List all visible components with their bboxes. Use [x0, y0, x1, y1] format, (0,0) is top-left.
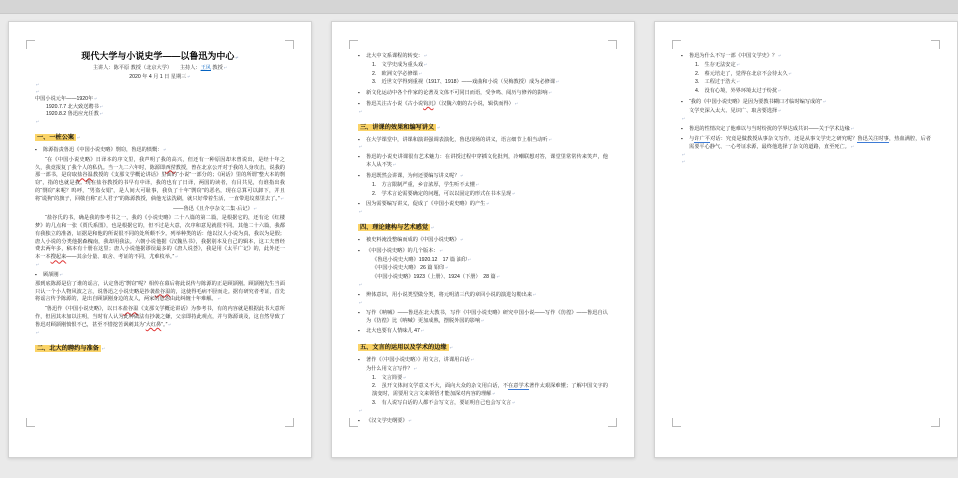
numbered-item: 2. 蔡元培走了，觉得在北京不会待太久 ↵	[681, 71, 931, 79]
numbered-item: 2. 虽开文体间文学意义不大，面向大众的杂文用白话，不在意学术著作太艰深难懂；了解中国文字的演变时，需要用文言文来领悟才能加深对内容的理解 ↵	[358, 383, 608, 399]
bullet-gouchen: ▪ 鲁迅关注古小说《古小说钩沉》（汉魏六朝的古小说，辑佚而得） ↵	[358, 101, 608, 109]
bullet-typology: ▪ 辨体意识，用小说类型做分类，将元明清三代的章回小说的演进勾勒出来 ↵	[358, 292, 608, 300]
numbered-item: 1. 生存无法安定 ↵	[681, 62, 931, 70]
margin-corner-icon	[608, 40, 617, 49]
numbered-item: 3. 有人说写白话的人都不会写文言，要证明自己也会写文言 ↵	[358, 400, 608, 408]
bullet-writing-path: ▪ 写作《呐喊》——鲁迅在北大教书，写作《中国小说史略》研究中国小说——写作《彷徨》——鲁迅自认为《彷徨》比《呐喊》更加成熟，摆脱外国的影响 ↵	[358, 310, 608, 326]
empty-paragraph	[358, 209, 608, 216]
margin-corner-icon	[931, 418, 940, 427]
empty-paragraph	[358, 144, 608, 151]
version-item: 《中国小说史略》1923（上册）、1924（下册） 28 篇 ↵	[358, 274, 608, 282]
bullet-versions: ▪ 《中国小说史略》的几个版本： ↵	[358, 248, 608, 256]
document-title: 现代大学与小说史学——以鲁迅为中心 ↵	[35, 50, 285, 62]
era-line: 中国小说元年——1920年 ↵	[35, 96, 285, 104]
bullet-renqing: ▪ 北大也要有人情味儿 47 ↵	[358, 328, 608, 336]
margin-corner-icon	[931, 40, 940, 49]
sub-note: 文学史深入太大、见识广、取舍要选择 ↵	[681, 108, 931, 116]
empty-paragraph	[358, 109, 608, 116]
empty-paragraph	[358, 408, 608, 415]
quote-attribution: ——鲁迅《且介亭杂文二集·后记》 ↵	[35, 206, 285, 214]
luxun-quote-2: “盐谷氏的书，确是我的参考书之一，我的《小说史略》二十八篇的第二篇，是根据它的，还有论《红楼梦》的几点和一张《贾氏系图》，也是根据它的，但不过是大意，次序和意见就很不同。其他二十六篇，我都有我独立的准备，证据是和他的所说很不同的处所颇不少。列举种类的话：他以汉人小说为真，我以为是假；唐人小说的分类他据森槐南，我却用我法。六朝小说他据《汉魏丛书》，我据别本及自己的辑本，这工夫曾经费去两年多，稿本有十册在这里；唐人小说他据谬误最多的《唐人说荟》，我是用《太平广记》的，此外还一本一本搜起来——其余分量、取舍、考证的不同，尤难枚举。” ↵	[35, 215, 285, 262]
byline-suffix: 教授	[210, 65, 223, 72]
numbered-item: 1. 文学史成为重头戏 ↵	[358, 62, 608, 70]
numbered-item: 2. 欧洲文学必修课 ↵	[358, 71, 608, 79]
window-top-strip	[0, 0, 958, 14]
bullet-material: ▪ 被史料淹没整编而成的《中国小说史略》 ↵	[358, 237, 608, 245]
bullet-lecture-charm: ▪ 鲁迅的小说史讲课很有艺术魅力：在讲授过程中穿插文化批判，冷嘲联想对答，课堂里常常传来笑声，他本人从不笑 ↵	[358, 154, 608, 170]
document-page-2	[331, 21, 635, 458]
era-item: 1920.7.7 北大致送聘书 ↵	[35, 104, 285, 112]
bullet-accusation: ▪ 陈源指责鲁迅《中国小说史略》剽窃，鲁迅的愤慨： ↵	[35, 147, 285, 155]
margin-corner-icon	[26, 418, 35, 427]
empty-paragraph	[358, 300, 608, 307]
empty-paragraph	[35, 82, 285, 89]
bullet-hanwen: ▪ 《汉文学史纲要》 ↵	[358, 418, 608, 426]
guchao-quote: “鲁迅作《中国小说史略》，以日本盐谷温《支那文学概论讲话》为参考书，有的内容就是根据此书大意所作，但因其未加以注明，当时有人认为此种做法有抄袭之嫌，父亲即持此观点，并与陈源谈及，这自然导致了鲁迅对顾颉刚愤恨不已，甚至不惜挖苦讽刺其为“大红鼻”。” ↵	[35, 306, 285, 329]
empty-paragraph	[35, 262, 285, 269]
bullet-temperament: ▪ 鲁迅的性情决定了他难以与当时纷扰的学界达成共识——关于学术边缘 ↵	[681, 126, 931, 134]
bullet-classical-chinese: ▪ 著作《〈中国小说史略〉》用文言，讲课用白话 ↵	[358, 357, 608, 365]
margin-corner-icon	[672, 40, 681, 49]
margin-corner-icon	[26, 40, 35, 49]
bullet-lecture-style: ▪ 在大学课堂中，讲课和演讲强调表演化，鲁迅现场的讲义，语言细节上相当动听 ↵	[358, 137, 608, 145]
numbered-item: 1. 方言限制严重，乡音浓厚，学生听不太懂 ↵	[358, 182, 608, 190]
margin-corner-icon	[285, 40, 294, 49]
date-line: 2020 年 4 月 1 日 星期三 ↵	[35, 74, 285, 82]
byline-prefix: 主讲人：陈平原 教授（北京大学） 主持人：	[92, 65, 201, 72]
section-heading-4: 四、理论建构与艺术感觉 ↵	[358, 223, 608, 233]
numbered-item: 3. 工程过于浩大 ↵	[681, 79, 931, 87]
numbered-item: 3. 近世文学得到重视（1917、1918）——戏曲和小说（吴梅教授）成为必修课 ↵	[358, 79, 608, 87]
empty-paragraph	[35, 330, 285, 337]
bullet-gujiegang: ▪ 顾颉刚 ↵	[35, 272, 285, 280]
document-page-1	[8, 21, 312, 458]
version-item: 《鲁迅小说史大略》1920.12 17 篇 油印 ↵	[358, 257, 608, 265]
empty-paragraph	[35, 89, 285, 96]
byline	[35, 65, 285, 73]
era-item: 1920.8.2 鲁迅应允任教 ↵	[35, 111, 285, 119]
numbered-item: 4. 没有心境，外界环境太过于纷扰 ↵	[681, 88, 931, 96]
section-heading-5: 五、文言的运用以及学术的边缘 ↵	[358, 343, 608, 353]
page3-content	[681, 50, 931, 417]
empty-paragraph	[35, 119, 285, 126]
bullet-dialog-xuguangping: ▪ 与许广平对话：究竟是做教授从事杂文写作，还是从事文学史之研究呢？鲁迅关注时事，热血满腔，后者需要平心静气、一心考证求源，最终他选择了杂文的道路，直至死亡。 ↵	[681, 136, 931, 152]
empty-paragraph	[681, 152, 931, 159]
bullet-why-notes: ▪ 鲁迅既然会讲课，为何还要编写讲义呢？ ↵	[358, 173, 608, 181]
empty-paragraph	[358, 282, 608, 289]
margin-corner-icon	[672, 418, 681, 427]
gujiegang-paragraph: 那到底陈源是信了谁的谣言，认定鲁迅“剽窃”呢？相传在幕后将此说传与陈源的正是顾颉刚。顾颉刚先生当面只认一个小人物风波之言，说鲁迅之小说史略是抄袭盐谷温的，这使得毛病不胫而走。据有研究者考证，首先将谣言传予陈源的，是出自顾颉刚身边的友人，两家的恩怨由此纠缠十年难解。 ↵	[35, 281, 285, 304]
numbered-item: 1. 文言简要 ↵	[358, 375, 608, 383]
sub-question: 为什么用文言写作？ ↵	[358, 366, 608, 374]
section-heading-1: 一、一桩公案 ↵	[35, 133, 285, 143]
margin-corner-icon	[349, 40, 358, 49]
bullet-why-no-history: ▪ 鲁迅为什么不写一部《中国文学史》？ ↵	[681, 53, 931, 61]
margin-corner-icon	[608, 418, 617, 427]
host-name-link[interactable]: 王风	[200, 65, 211, 72]
bullet-result: ▪ 因为需要编写讲义，促成了《中国小说史略》的产生 ↵	[358, 201, 608, 209]
empty-paragraph	[681, 159, 931, 166]
bullet-hukou-quote: ▪ “我的《中国小说史略》是因为要教书糊口才临时编写成的” ↵	[681, 99, 931, 107]
empty-paragraph	[681, 116, 931, 123]
luxun-quote-1: “在《中国小说史略》日译本的序文里，我声明了我的高兴，但还有一种原因却未曾说出，是经十年之久，我竟报复了我个人的私仇。当一九二六年时，陈源即西滢教授，曾在北京公开对于我的人身攻击，说我的那一部书，是窃取盐谷温教授的《支那文学概论讲话》里面的“小说”一部分的；《闲话》里的所谓“整大本的剽窃”，指的也就是我。现在盐谷教授的书早有中译，我的也有了日译，两国的读者，有目共见，有谁指出我的“剽窃”来呢？呜呼，“男盗女娼”，是人间大可耻事，我负了十年“剽窃”的恶名，现在总算可以卸下，并且将“谎狗”的旗子，回敬自称“正人君子”的陈源教授，倘他无法洗刷，就只好带着生活，一直带进坟墓里去了。” ↵	[35, 157, 285, 204]
numbered-item: 2. 学术言论需要确定的问题，可以以固定的形式在书本呈现 ↵	[358, 191, 608, 199]
document-page-3	[654, 21, 958, 458]
margin-corner-icon	[285, 418, 294, 427]
bullet-new-culture: ▪ 新文化运动中各个作家的论著及文体不可同日而语，受争鸣、阅历与修养的影响 ↵	[358, 90, 608, 98]
version-item: 《中国小说史大略》 26 篇 铅印 ↵	[358, 265, 608, 273]
page1-content	[35, 50, 285, 417]
section-heading-3: 三、讲课的效果和编写讲义 ↵	[358, 123, 608, 133]
margin-corner-icon	[349, 418, 358, 427]
page2-content	[358, 50, 608, 424]
section-heading-2: 二、北大的聘约与准备 ↵	[35, 344, 285, 354]
bullet-course-change: ▪ 北大中文系课程的转变： ↵	[358, 53, 608, 61]
